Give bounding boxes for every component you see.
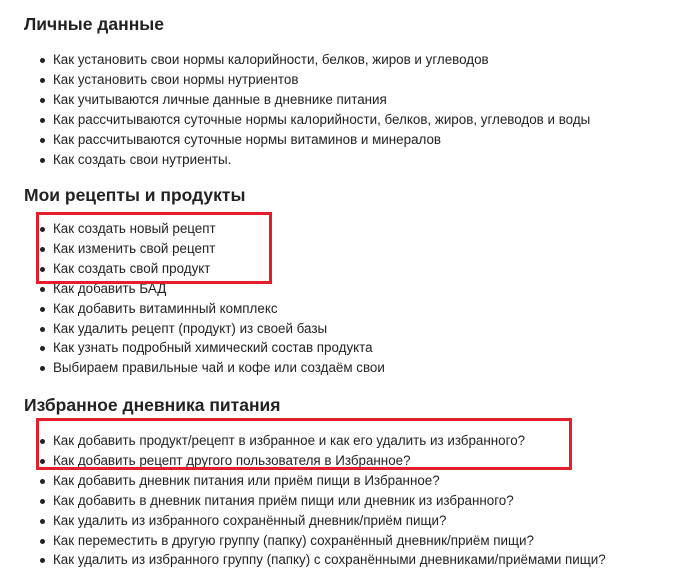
section-title: Личные данные <box>24 14 164 34</box>
list-item-link[interactable]: Как переместить в другую группу (папку) сохранённый дневник/приём пищи? <box>24 531 674 551</box>
list-item-link[interactable]: Как учитываются личные данные в дневнике питания <box>24 90 674 110</box>
section-title: Мои рецепты и продукты <box>24 185 246 205</box>
list-item-link[interactable]: Как добавить дневник питания или приём пищи в Избранное? <box>24 471 674 491</box>
list-item-link[interactable]: Как рассчитываются суточные нормы калорийности, белков, жиров, углеводов и воды <box>24 110 674 130</box>
list-item-link[interactable]: Выбираем правильные чай и кофе или создаём свои <box>24 358 674 378</box>
link-list <box>24 431 674 570</box>
list-item-link[interactable]: Как создать новый рецепт <box>24 219 674 239</box>
section-my-recipes-products <box>24 184 674 378</box>
list-item-link[interactable]: Как создать свой продукт <box>24 259 674 279</box>
list-item-link[interactable]: Как добавить витаминный комплекс <box>24 299 674 319</box>
link-list <box>24 219 674 378</box>
list-item-link[interactable]: Как добавить в дневник питания приём пищи или дневник из избранного? <box>24 491 674 511</box>
list-item-link[interactable]: Как установить свои нормы нутриентов <box>24 70 674 90</box>
link-list <box>24 50 674 169</box>
list-item-link[interactable]: Как добавить рецепт другого пользователя в Избранное? <box>24 451 674 471</box>
list-item-link[interactable]: Как добавить продукт/рецепт в избранное и как его удалить из избранного? <box>24 431 674 451</box>
list-item-link[interactable]: Как удалить из избранного группу (папку) с сохранёнными дневниками/приёмами пищи? <box>24 550 674 570</box>
list-item-link[interactable]: Как удалить из избранного сохранённый дневник/приём пищи? <box>24 511 674 531</box>
list-item-link[interactable]: Как добавить БАД <box>24 279 674 299</box>
section-favorites-diary <box>24 394 674 570</box>
list-item-link[interactable]: Как создать свои нутриенты. <box>24 150 674 170</box>
list-item-link[interactable]: Как изменить свой рецепт <box>24 239 674 259</box>
list-item-link[interactable]: Как узнать подробный химический состав продукта <box>24 338 674 358</box>
section-personal-data <box>24 13 674 169</box>
section-title: Избранное дневника питания <box>24 395 281 415</box>
list-item-link[interactable]: Как удалить рецепт (продукт) из своей базы <box>24 319 674 339</box>
list-item-link[interactable]: Как установить свои нормы калорийности, белков, жиров и углеводов <box>24 50 674 70</box>
list-item-link[interactable]: Как рассчитываются суточные нормы витаминов и минералов <box>24 130 674 150</box>
